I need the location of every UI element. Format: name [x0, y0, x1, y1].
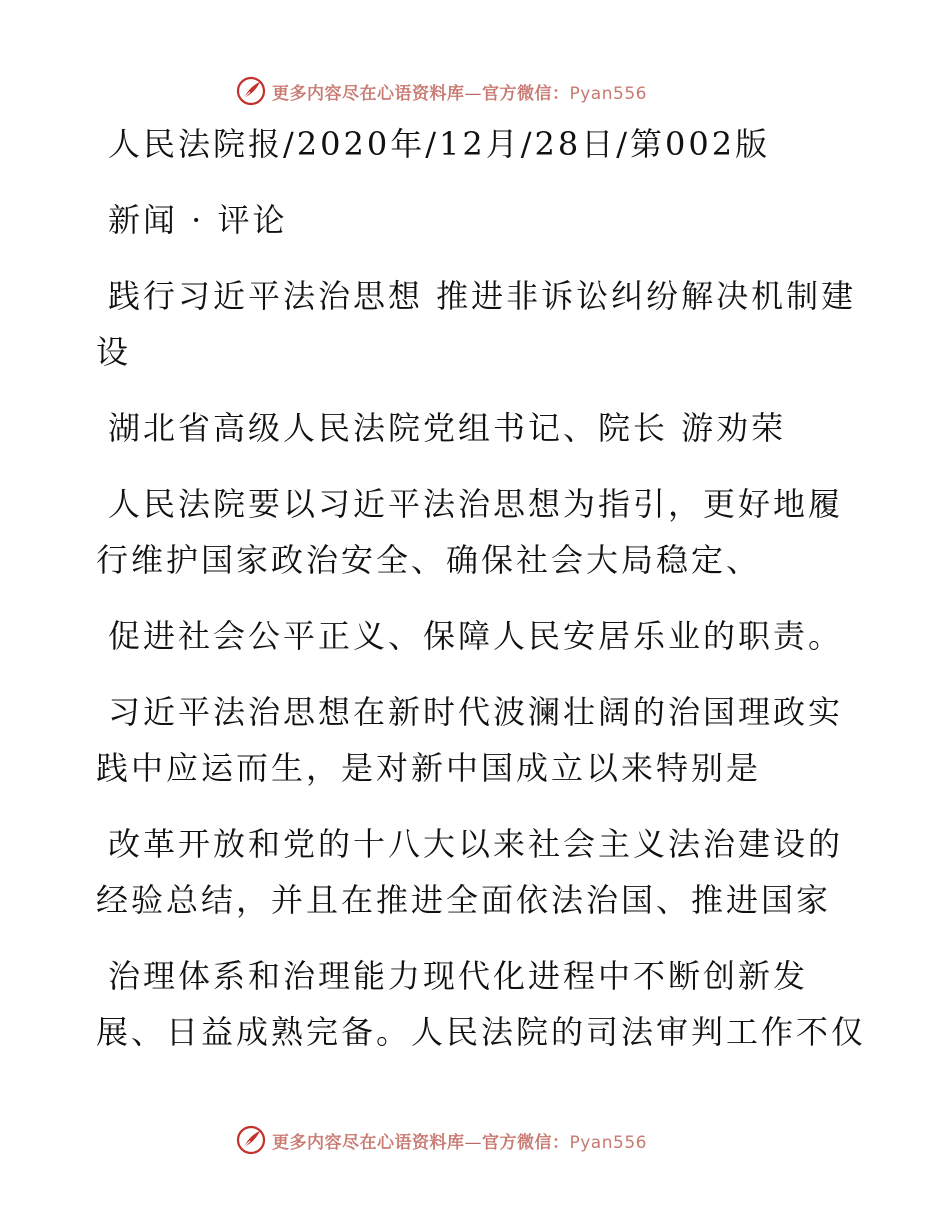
body-line: 习近平法治思想在新时代波澜壮阔的治国理政实 [108, 693, 844, 731]
body-line: 行维护国家政治安全、确保社会大局稳定、 [96, 541, 762, 579]
body-line: 治理体系和治理能力现代化进程中不断创新发 [108, 957, 809, 995]
watermark-text: 更多内容尽在心语资料库—官方微信：Pyan556 [272, 83, 647, 104]
source-line: 人民法院报/2020年/12月/28日/第002版 [108, 125, 771, 163]
section-label: 新闻 · 评论 [108, 201, 288, 239]
watermark-text: 更多内容尽在心语资料库—官方微信：Pyan556 [272, 1132, 647, 1153]
article-title-line-1: 践行习近平法治思想 推进非诉讼纠纷解决机制建 [108, 277, 857, 315]
body-line: 践中应运而生，是对新中国成立以来特别是 [96, 749, 762, 787]
watermark-footer [236, 1123, 647, 1157]
body-line: 展、日益成熟完备。人民法院的司法审判工作不仅 [96, 1013, 867, 1051]
watermark-header [236, 74, 647, 108]
body-line: 促进社会公平正义、保障人民安居乐业的职责。 [108, 617, 844, 655]
body-line: 人民法院要以习近平法治思想为指引，更好地履 [108, 485, 844, 523]
article-title-line-2: 设 [96, 333, 132, 371]
body-line: 改革开放和党的十八大以来社会主义法治建设的 [108, 825, 844, 863]
author-line: 湖北省高级人民法院党组书记、院长 游劝荣 [108, 409, 787, 447]
body-line: 经验总结，并且在推进全面依法治国、推进国家 [96, 881, 832, 919]
quill-logo-icon [236, 76, 266, 106]
quill-logo-icon [236, 1125, 266, 1155]
